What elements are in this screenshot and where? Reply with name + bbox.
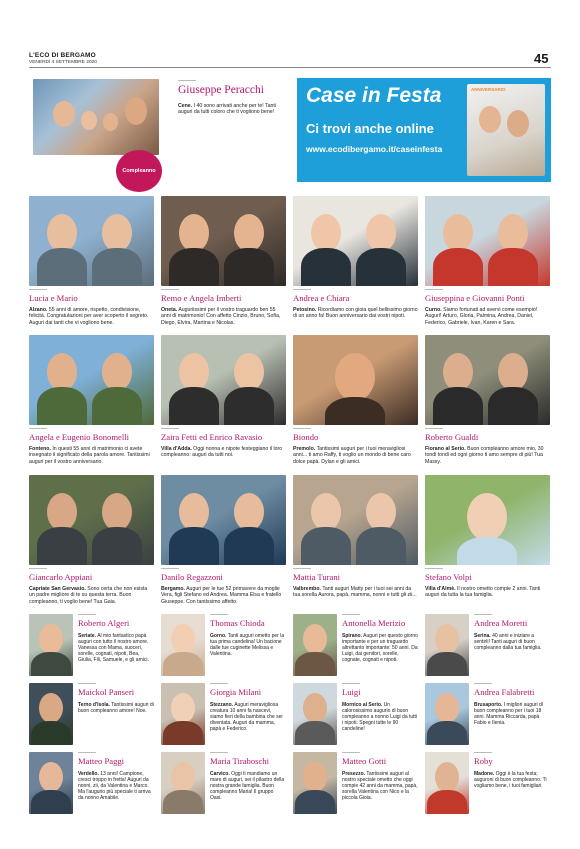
body-shape [163,652,203,676]
entry-place: Presezzo. [342,771,366,777]
entry-photo [293,196,418,286]
entry-name: Antonella Merizio [342,618,406,628]
body-shape [169,527,219,565]
entry-rule [29,428,47,429]
entry-place: Oneta. [161,307,178,313]
entry-place: Brusaporto. [474,702,503,708]
entry-message: Tantissimi auguri per i tuoi meravigliosi anni... ti amo Raffy, ti voglio un mondo di bene caro dolce papà. Dylan e gli amici. [293,446,411,465]
entry-rule [161,568,179,569]
entry-name: Roberto Algeri [78,618,130,628]
entry-name: Maria Tiraboschi [210,756,269,766]
entry-place: Petosino. [293,307,317,313]
face-shape [443,214,473,252]
body-shape [224,387,274,425]
entry-name: Zaira Fetti ed Enrico Ravasio [161,432,263,442]
entry-text [78,771,154,801]
entry-photo [293,752,337,814]
face-shape [102,214,132,252]
entry-rule [178,80,196,81]
entry-photo [161,614,205,676]
entry-message: 55 anni di amore, rispetto, condivisione, felicità. Congratulazioni per aver scoperto il segreto. Auguri dai tanti che vi vogliono bene. [29,307,149,326]
entry-photo [425,475,550,565]
entry-photo [425,196,550,286]
entry-name: Danilo Regazzoni [161,572,223,582]
entry-place: Stezzano. [210,702,234,708]
face-shape [234,493,264,531]
face-shape [479,106,501,133]
face-shape [179,493,209,531]
face-shape [335,353,375,401]
entry-message: Auguriissimi per il vostro traguardo ben 55 anni di matrimonio! Con affetto Cinzio, Bruno, Sofia, Diego, Elvira, Martina e Nicolas. [161,307,281,326]
entry-place: Verdello. [78,771,99,777]
entry-place: Fonteno. [29,446,51,452]
entry-message: Tantissimi auguri al nostro speciale ometto che oggi compie 42 anni da mamma, papà, sorella Valentina con Nico e la piccola Gioia. [342,771,418,802]
face-shape [102,493,132,531]
entry-place: Mornico al Serio. [342,702,383,708]
body-shape [37,387,87,425]
entry-name: Luigi [342,687,361,697]
face-shape [171,693,195,723]
entry-photo [29,614,73,676]
entry-name: Biondo [293,432,319,442]
face-shape [303,762,327,792]
body-shape [31,652,71,676]
ad-corner-label: ANNIVERSARIO [471,87,506,92]
entry-place: Carvico. [210,771,230,777]
body-shape [31,790,71,814]
face-shape [234,214,264,252]
face-shape [179,214,209,252]
feature-message: I 40 sono arrivati anche per te! Tanti auguri da tutti coloro che ti vogliono bene! [178,103,276,116]
entry-name: Andrea Falabretti [474,687,535,697]
entry-photo [293,475,418,565]
face-shape [47,353,77,391]
entry-message: In questi 55 anni di matrimonio ci avete insegnato il significato della parola amore. Tantissimi auguri per il vostro anniversario. [29,446,150,465]
feature-photo [33,79,159,155]
face-shape [311,214,341,252]
entry-rule [210,683,228,684]
entry-text [342,771,418,801]
entry-text [210,702,286,732]
body-shape [224,527,274,565]
issue-date: VENERDÌ 4 SETTEMBRE 2020 [29,60,97,65]
entry-name: Thomas Chioda [210,618,265,628]
entry-text [474,771,550,789]
entry-place: Madone. [474,771,495,777]
entry-text [29,586,154,605]
entry-message: Auguri per le tue 52 primavere da moglie Vera, figli Stefano ed Andrea. Mamma Elsa e fratello Giuseppe. Con tantissimo affetto. [161,586,282,605]
entry-message: Auguri meravigliosa creatura 10 anni fa nascevi, siamo fieri della bambina che sei diventata. Auguri da mamma, papà e Federico. [210,702,283,733]
entry-message: Ricordiamo con gioia quel bellissimo giorno di un anno fa! Buon anniversario dai vostri nipoti. [293,307,418,320]
entry-message: Un calorosissimo augurio di buon compleanno a nonno Luigi da tutti i nipoti. Spegni tutte le 90 candeline! [342,702,418,733]
entry-rule [161,289,179,290]
entry-photo [161,683,205,745]
body-shape [356,527,406,565]
entry-rule [78,752,96,753]
entry-photo [425,335,550,425]
entry-message: Oggi nonna e nipote festeggiano il loro compleanno: auguri da tutti noi. [161,446,283,459]
entry-place: Serina. [474,633,491,639]
feature-name: Giuseppe Peracchi [178,84,264,96]
entry-text [293,446,418,465]
entry-rule [425,289,443,290]
face-shape [366,493,396,531]
body-shape [37,248,87,286]
face-shape [179,353,209,391]
entry-rule [210,752,228,753]
body-shape [356,248,406,286]
entry-text [342,702,418,732]
entry-rule [293,568,311,569]
face-shape [102,353,132,391]
face-shape [311,493,341,531]
body-shape [427,790,467,814]
entry-rule [474,683,492,684]
entry-rule [425,568,443,569]
body-shape [169,387,219,425]
face-shape [103,113,118,131]
entry-name: Matteo Paggi [78,756,125,766]
entry-name: Stefano Volpi [425,572,472,582]
entry-name: Andrea Moretti [474,618,528,628]
body-shape [295,790,335,814]
entry-text [474,633,550,651]
entry-rule [342,614,360,615]
face-shape [53,101,75,127]
entry-message: Tanti auguri ometto per la tua prima candelina! Un bacione dalle tue cuginette Melissa e Valentina. [210,633,285,658]
entry-text [342,633,418,663]
face-shape [39,624,63,654]
body-shape [92,248,142,286]
face-shape [171,762,195,792]
entry-text [425,586,550,599]
entry-text [210,771,286,801]
entry-message: 40 anni e iniziare a sentirli! Tanti auguri di buon compleanno dalla tua famiglia. [474,633,542,652]
entry-text [161,307,286,326]
face-shape [443,353,473,391]
face-shape [39,762,63,792]
body-shape [295,721,335,745]
body-shape [488,248,538,286]
entry-place: Valbrembo. [293,586,321,592]
body-shape [163,790,203,814]
body-shape [224,248,274,286]
entry-text [474,702,550,726]
entry-photo [425,752,469,814]
face-shape [234,353,264,391]
entry-photo [29,335,154,425]
entry-message: Oggi è la tua festa; auguroni di buon compleanno. Ti vogliamo bene, i tuoi famigliari. [474,771,547,790]
body-shape [427,721,467,745]
entry-rule [293,289,311,290]
face-shape [303,624,327,654]
entry-text [161,446,286,459]
entry-name: Remo e Angela Imberti [161,293,242,303]
entry-photo [29,683,73,745]
body-shape [433,248,483,286]
body-shape [92,527,142,565]
masthead: L'ECO DI BERGAMO [29,52,96,59]
entry-place: Villa d'Almè. [425,586,456,592]
body-shape [169,248,219,286]
entry-rule [29,568,47,569]
birthday-badge-label: Compleanno [122,168,156,174]
entry-photo [161,196,286,286]
face-shape [125,97,147,125]
entry-photo [293,335,418,425]
entry-photo [293,614,337,676]
entry-place: Seriate. [78,633,97,639]
entry-rule [474,614,492,615]
entry-message: Siamo fortunati ad avervi come esempio! Auguri! Arturo, Gloria, Palmina, Andrea, Daniel, Federico, Gabriele, Ivan, Karen e Sara. [425,307,538,326]
entry-message: Tanti auguri Matty per i tuoi sei anni da tua sorella Aurora, papà, mamma, nonni e tutti gli zii... [293,586,417,599]
ad-photo [467,84,545,176]
entry-place: Terno d'Isola. [78,702,110,708]
entry-text [78,633,154,663]
entry-text [29,307,154,326]
entry-text [210,633,286,657]
entry-name: Lucia e Mario [29,293,78,303]
entry-photo [161,752,205,814]
body-shape [301,248,351,286]
entry-message: Oggi ti mandiamo un mare di auguri, sei il pilastro della nostra grande famiglia. Buon compleanno Maria! Il gruppo Oasi. [210,771,285,802]
face-shape [303,693,327,723]
face-shape [435,693,459,723]
entry-name: Maickol Panseri [78,687,135,697]
entry-photo [161,475,286,565]
entry-rule [78,614,96,615]
body-shape [31,721,71,745]
face-shape [47,214,77,252]
ad-url[interactable]: www.ecodibergamo.it/caseinfesta [306,144,443,154]
entry-text [425,446,550,465]
entry-place: Villa d'Adda. [161,446,192,452]
entry-photo [29,475,154,565]
entry-name: Matteo Gotti [342,756,387,766]
entry-text [293,307,418,320]
entry-place: Premolo. [293,446,316,452]
page-number: 45 [534,51,549,66]
entry-place: Curno. [425,307,442,313]
entry-message: Il nostro ometto compie 2 anni. Tanti auguri da tutta la tua famiglia. [425,586,541,599]
entry-photo [161,335,286,425]
birthday-badge [116,150,162,192]
ad-title: Case in Festa [306,84,442,107]
entry-photo [293,683,337,745]
entry-rule [29,289,47,290]
entry-photo [29,752,73,814]
entry-name: Mattia Turani [293,572,341,582]
entry-message: I migliori auguri di buon compleanno per i tuoi 18 anni. Mamma Riccarda, papà Fabio e Ilenia. [474,702,543,727]
face-shape [498,214,528,252]
case-in-festa-ad[interactable] [297,78,551,182]
body-shape [37,527,87,565]
entry-text [161,586,286,605]
entry-rule [425,428,443,429]
body-shape [433,387,483,425]
entry-place: Gorno. [210,633,227,639]
body-shape [92,387,142,425]
entry-place: Spirano. [342,633,363,639]
entry-rule [293,428,311,429]
entry-rule [342,752,360,753]
entry-photo [425,683,469,745]
entry-rule [161,428,179,429]
entry-name: Giuseppina e Giovanni Ponti [425,293,525,303]
entry-place: Alzano. [29,307,48,313]
face-shape [467,493,507,541]
body-shape [427,652,467,676]
entry-text [425,307,550,326]
body-shape [301,527,351,565]
entry-rule [78,683,96,684]
face-shape [435,624,459,654]
entry-name: Angela e Eugenio Bonomelli [29,432,129,442]
face-shape [171,624,195,654]
entry-place: Bergamo. [161,586,185,592]
entry-message: Buon compleanno amore mio, 30 tondi tondi ed ogni giorno ti amo sempre di più! Tua Massy. [425,446,544,465]
entry-place: Fiorano al Serio. [425,446,466,452]
face-shape [435,762,459,792]
entry-name: Giancarlo Appiani [29,572,93,582]
body-shape [457,537,517,565]
entry-name: Roby [474,756,493,766]
feature-text [178,103,286,116]
header-rule [29,67,551,68]
entry-photo [425,614,469,676]
face-shape [81,111,97,130]
face-shape [498,353,528,391]
entry-text [78,702,154,714]
body-shape [325,397,385,425]
entry-name: Andrea e Chiara [293,293,350,303]
entry-photo [29,196,154,286]
entry-message: Al mio fantastico papà auguri con tutto il nostro amore. Vanessa con Mama, suoceri, sorelle, cognati, nipoti, Bea, Giulia, Fili, Samuele, e gli amici. [78,633,149,664]
entry-rule [210,614,228,615]
entry-text [293,586,418,599]
ad-subtitle: Ci trovi anche online [306,121,434,136]
face-shape [366,214,396,252]
face-shape [507,110,529,137]
entry-place: Capriate San Gervasio. [29,586,86,592]
face-shape [47,493,77,531]
entry-text [29,446,154,465]
entry-name: Roberto Gualdi [425,432,479,442]
feature-place: Cene. [178,103,193,109]
entry-message: 13 anni! Campione, cresci troppo in fretta! Auguri da nonni, zii, da Valentina e Marco. Ma l'augurio più speciale ti arriva da nonno Amabile. [78,771,151,802]
entry-rule [474,752,492,753]
face-shape [39,693,63,723]
entry-name: Giorgia Milani [210,687,262,697]
entry-rule [342,683,360,684]
body-shape [163,721,203,745]
body-shape [488,387,538,425]
entry-message: Sono certa che non esista un padre migliore di te su questa terra. Buon compleanno, ti voglio bene! Tua Gaia. [29,586,148,605]
body-shape [295,652,335,676]
entry-message: Auguri per questo giorno importante e per un traguardo altrettanto importante: 50 anni. Da Luigi, dai genitori, sorelle, cognate, cognati e nipoti. [342,633,418,664]
entry-message: Tantissimi auguri di buon compleanno amore! Noe. [78,702,154,715]
